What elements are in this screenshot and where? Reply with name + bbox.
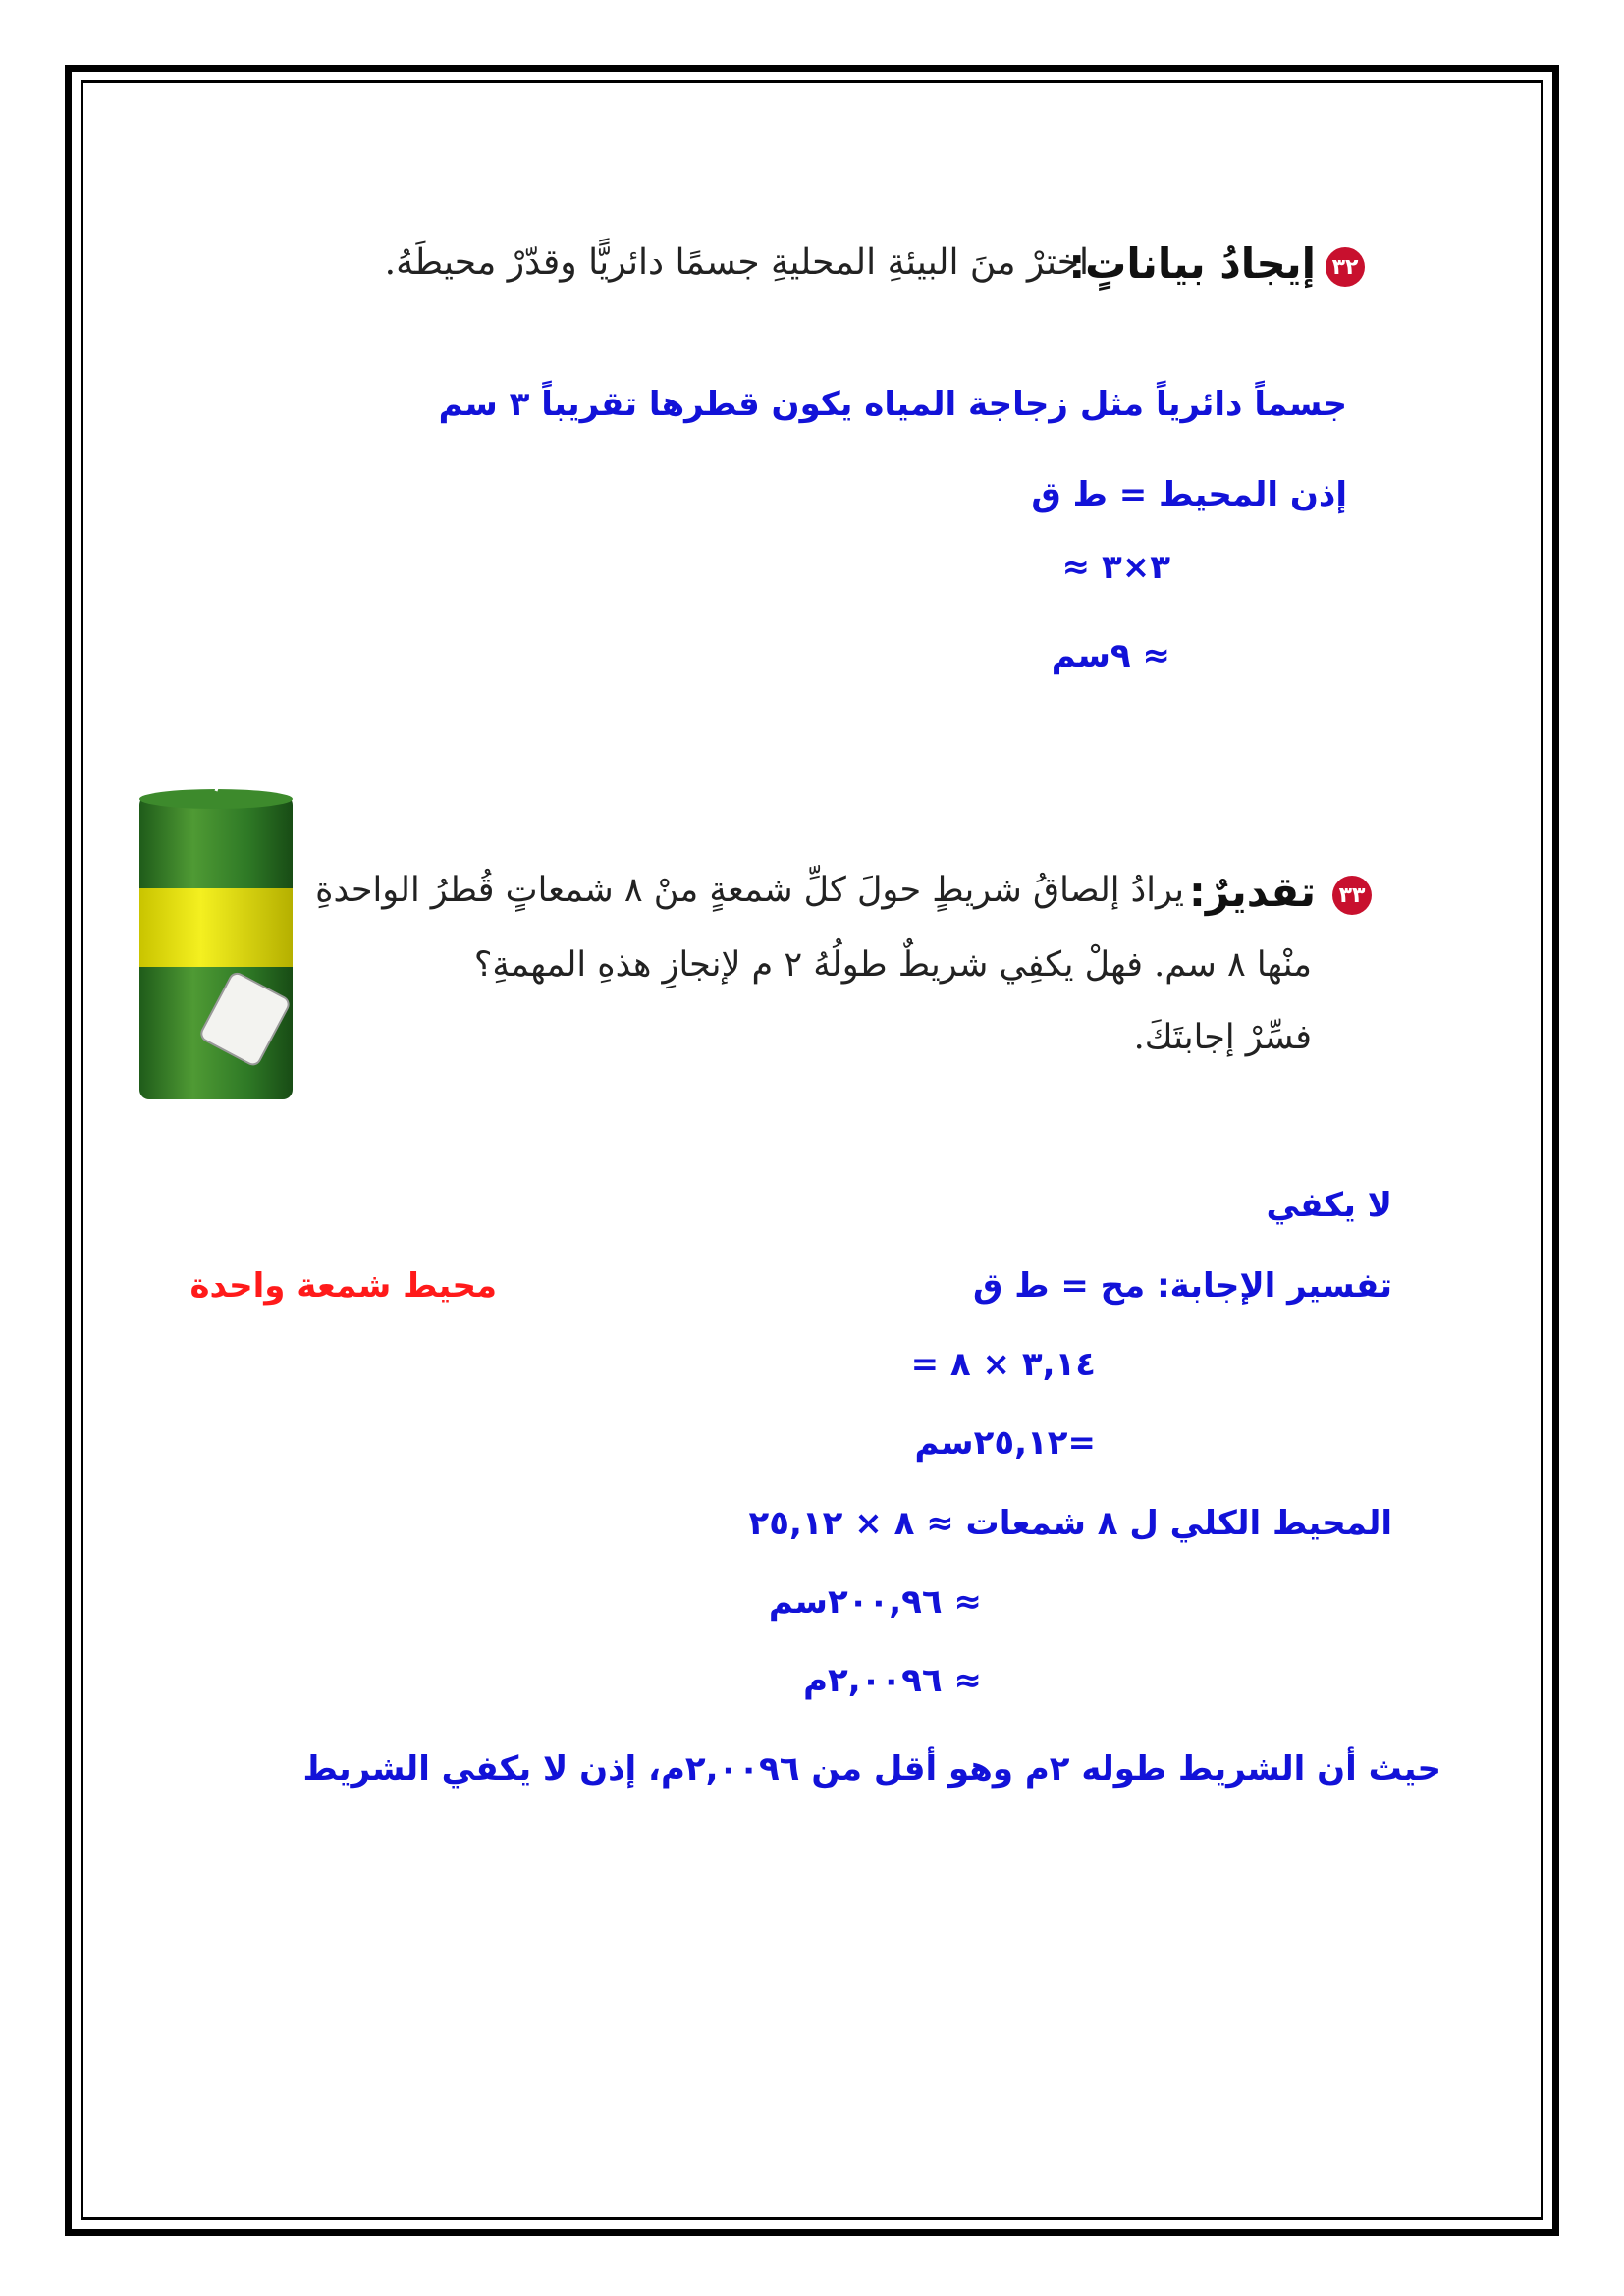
- q33-verdict: لا يكفي: [1266, 1186, 1392, 1225]
- q33-prompt-line-1: يرادُ إلصاقُ شريطٍ حولَ كلِّ شمعةٍ منْ ٨ شمعاتٍ قُطرُ الواحدةِ: [315, 871, 1184, 910]
- question-33-badge: ٣٣: [1332, 876, 1372, 915]
- question-33-title: تقديرٌ:: [1189, 868, 1316, 916]
- q33-explanation: تفسير الإجابة: مح = ط ق: [972, 1266, 1392, 1306]
- question-32-badge: ٣٢: [1326, 247, 1365, 287]
- question-32-prompt: اخترْ منَ البيئةِ المحليةِ جسمًا دائريًّا وقدّرْ محيطَهُ.: [384, 242, 1089, 283]
- question-32-title: إيجادُ بياناتٍ:: [1068, 240, 1316, 288]
- q32-answer-line-3: ≈ ٣×٣: [1061, 548, 1170, 587]
- candle-image: [128, 785, 304, 1109]
- q33-total: المحيط الكلي ل ٨ شمعات ≈ ٨ × ٢٥,١٢: [748, 1504, 1392, 1543]
- q32-answer-line-4: ≈ ٩سم: [1051, 636, 1170, 675]
- q33-prompt-line-3: فسِّرْ إجابتَكَ.: [1133, 1018, 1312, 1057]
- q33-note: محيط شمعة واحدة: [189, 1266, 497, 1306]
- q33-conclusion: حيث أن الشريط طوله ٢م وهو أقل من ٢,٠٠٩٦م، إذن لا يكفي الشريط: [302, 1749, 1441, 1789]
- q32-answer-line-1: جسماً دائرياً مثل زجاجة المياه يكون قطرها تقريباً ٣ سم: [438, 385, 1347, 424]
- q33-step-2: =٢٥,١٢سم: [914, 1423, 1096, 1463]
- q33-step-1: = ٣,١٤ × ٨: [910, 1345, 1096, 1384]
- q33-total-cm: ≈ ٢٠٠,٩٦سم: [768, 1582, 982, 1622]
- q33-prompt-line-2: منْها ٨ سم. فهلْ يكفِي شريطٌ طولُهُ ٢ م لإنجازِ هذهِ المهمةِ؟: [473, 945, 1312, 985]
- q33-total-m: ≈ ٢,٠٠٩٦م: [803, 1661, 982, 1700]
- q32-answer-line-2: إذن المحيط = ط ق: [1031, 475, 1347, 514]
